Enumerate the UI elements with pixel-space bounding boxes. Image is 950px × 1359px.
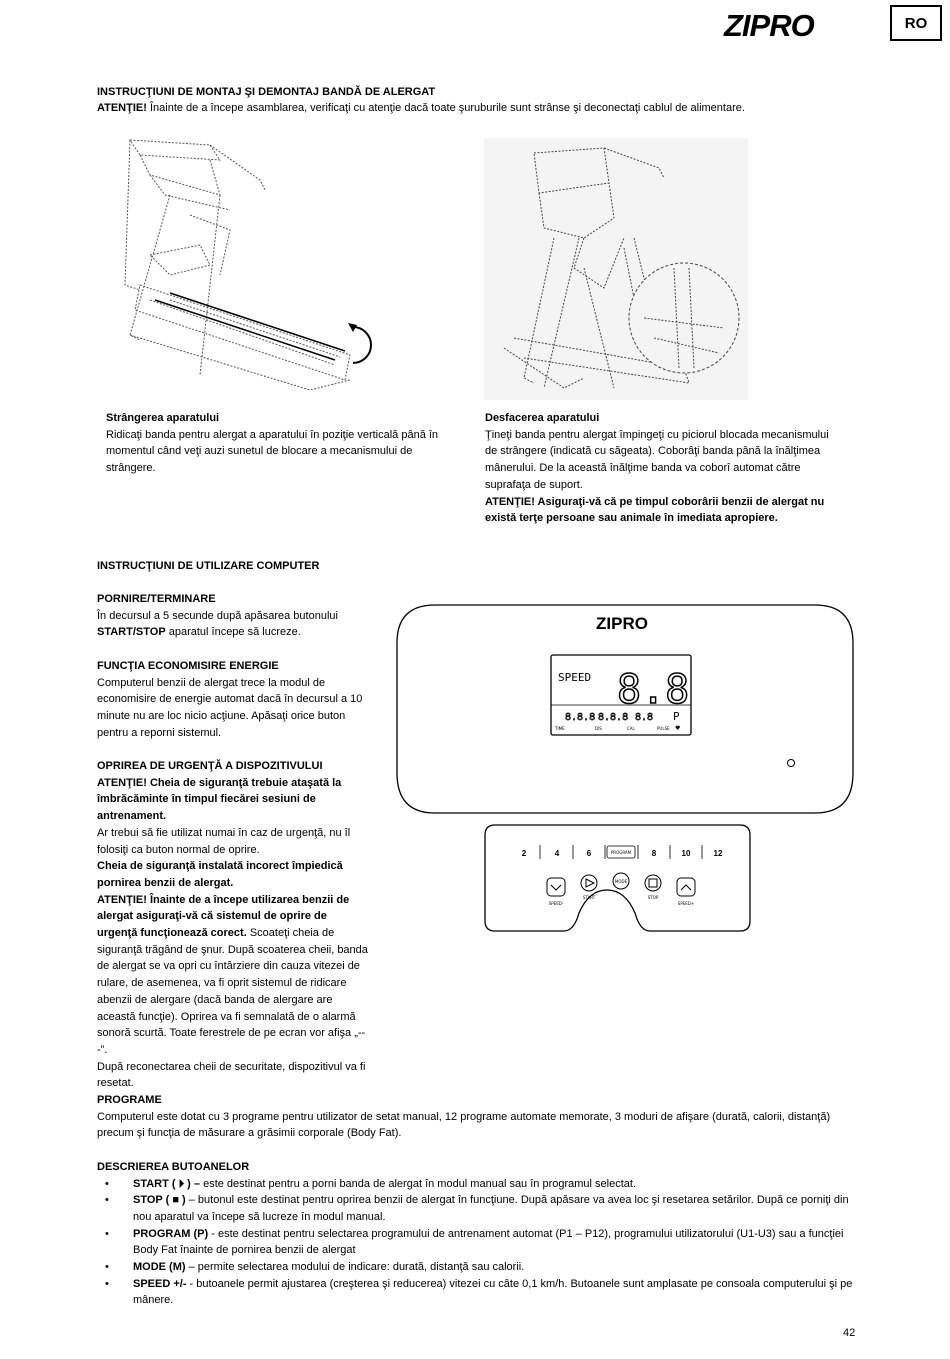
programs-section: [97, 1092, 857, 1309]
emergency-p2: Ar trebui să fie utilizat numai în caz de urgenţă, nu îl folosiţi ca buton normal de oprire.: [97, 826, 351, 856]
emergency-p4-bold: ATENŢIE! Înainte de a începe utilizarea benzii de alergat asiguraţi-vă că sistemul de oprire de urgenţă funcţionează corect.: [97, 893, 350, 940]
speed-key-6[interactable]: 6: [586, 849, 592, 858]
assembly-title: INSTRUCŢIUNI DE MONTAJ ŞI DEMONTAJ BANDĂ DE ALERGAT: [97, 86, 436, 98]
computer-console-illustration: [395, 603, 855, 963]
energy-title: FUNCŢIA ECONOMISIRE ENERGIE: [97, 659, 279, 672]
speed-minus-button[interactable]: [547, 878, 565, 896]
list-item-text: – butonul este destinat pentru oprirea benzii de alergat în funcţiune. După apăsare va avea loc şi resetarea setărilor. După ce porniţi din nou aparatul va începe să lucreze în modul manual.: [133, 1194, 849, 1223]
emergency-p3: Cheia de siguranţă instalată incorect împiedică pornirea benzii de alergat.: [97, 860, 343, 889]
speed-plus-label: SPEED+: [677, 901, 695, 906]
heart-icon: ♥: [675, 725, 681, 732]
list-item-term: STOP ( ■ ): [133, 1194, 186, 1207]
emergency-p5: După reconectarea cheii de securitate, dispozitivul va fi resetat.: [97, 1060, 366, 1090]
start-text: [97, 608, 369, 641]
lcd-label-time: TIME: [555, 726, 565, 731]
unfold-text: Ţineţi banda pentru alergat împingeţi cu piciorul blocada mecanismului de strângere (indicată cu săgeata). Coborâţi banda până la înălţimea mânerului. De la această înălţime banda va coborî automat către suprafaţa de suport.: [485, 428, 829, 491]
speed-key-10[interactable]: 10: [681, 849, 691, 858]
page-number: 42: [843, 1327, 856, 1339]
lcd-dis-digits: 8.8.8: [598, 712, 629, 723]
speed-key-2[interactable]: 2: [521, 849, 527, 858]
list-item-text: – permite selectarea modului de indicare: durată, distanţă sau calorii.: [185, 1261, 525, 1274]
list-item: [97, 1226, 857, 1259]
speed-minus-label: SPEED-: [548, 901, 564, 906]
speed-key-8[interactable]: 8: [651, 849, 657, 858]
list-item-term: MODE (M): [133, 1261, 186, 1274]
lcd-speed-label: SPEED: [558, 671, 592, 684]
language-badge: RO: [890, 5, 942, 41]
lcd-label-dis: DIS: [595, 726, 602, 731]
list-item: [97, 1176, 857, 1193]
programs-text: Computerul este dotat cu 3 programe pentru utilizator de setat manual, 12 programe automate memorate, 3 moduri de afişare (durată, calorii, distanţă) precum şi funcţia de măsurare a grăsimii corporale (Body Fat).: [97, 1110, 831, 1140]
computer-left-column: [97, 591, 369, 1092]
start-label: START: [582, 895, 596, 900]
computer-title: INSTRUCŢIUNI DE UTILIZARE COMPUTER: [97, 560, 320, 572]
speed-plus-button[interactable]: [677, 878, 695, 896]
start-stop-bold: START/STOP: [97, 626, 166, 639]
emergency-p4: [97, 892, 369, 1059]
list-item-text: - butoanele permit ajustarea (creşterea şi reducerea) vitezei cu câte 0,1 km/h. Butoanele sunt amplasate pe consoala computerului şi pe mânere.: [133, 1277, 853, 1307]
lcd-label-cal: CAL: [627, 726, 635, 731]
lcd-label-pulse: PULSE: [657, 726, 670, 731]
lcd-big-digits: 8.8: [617, 667, 690, 713]
list-item-text: - este destinat pentru selectarea programului de antrenament automat (P1 – P12), programului utilizatorului (U1-U3) sau a funcţiei Body Fat înainte de pornirea benzii de alergat: [133, 1227, 844, 1257]
list-item-text: este destinat pentru a porni banda de alergat în modul manual sau în programul selectat.: [200, 1177, 637, 1190]
list-item: [97, 1276, 857, 1309]
list-item-term: START ( ⏵ ) –: [133, 1177, 201, 1190]
start-text-part2: aparatul începe să lucreze.: [165, 626, 301, 639]
treadmill-unfolding-illustration: [484, 138, 748, 400]
mode-button-label: MODE: [614, 879, 628, 884]
start-title: PORNIRE/TERMINARE: [97, 593, 216, 605]
speed-key-4[interactable]: 4: [554, 849, 560, 858]
list-item-term: SPEED +/-: [133, 1277, 190, 1290]
lcd-time-digits: 8.8.8: [565, 712, 596, 723]
stop-button[interactable]: [645, 875, 661, 891]
fold-title: Strângerea aparatului: [106, 412, 220, 424]
unfold-warning: ATENŢIE! Asiguraţi-vă că pe timpul coborârii benzii de alergat nu există terţe persoane sau animale în imediata apropiere.: [485, 495, 825, 525]
buttons-title: DESCRIEREA BUTOANELOR: [97, 1160, 250, 1173]
lcd-p-letter: P: [673, 710, 680, 723]
list-item: [97, 1192, 857, 1225]
emergency-p4-text: Scoateţi cheia de siguranţă trăgând de şnur. După scoaterea cheii, banda de alergat se va opri cu întârziere din cauza vitezei de rulare, de asemenea, va fi oprit sistemul de ridicare abenzii de alergare (dacă banda de alergare are această funcţie). Oprirea va fi semnalată de o alarmă sonoră scurtă. Toate ferestrele de pe ecran vor afişa „---”.: [97, 927, 368, 1056]
emergency-title: OPRIREA DE URGENŢĂ A DISPOZITIVULUI: [97, 760, 323, 773]
stop-label: STOP: [647, 895, 659, 900]
program-button-label: PROGRAM: [610, 850, 632, 855]
lcd-cal-digits: 8.8: [635, 712, 654, 723]
fold-text: Ridicaţi banda pentru alergat a aparatului în poziţie verticală până în momentul când veţi auzi sunetul de blocare a mecanismului de strângere.: [106, 428, 439, 475]
buttons-list: [97, 1176, 857, 1310]
list-item: [97, 1259, 857, 1276]
fold-section: [106, 410, 451, 477]
unfold-title: Desfacerea aparatului: [485, 412, 600, 424]
console-logo: ZIPRO: [596, 614, 648, 633]
speed-key-12[interactable]: 12: [713, 849, 723, 858]
unfold-section: [485, 410, 840, 527]
assembly-warning-text: Înainte de a începe asamblarea, verificaţi cu atenţie dacă toate şuruburile sunt strânse şi deconectaţi cablul de alimentare.: [146, 102, 745, 114]
assembly-warning: [97, 100, 897, 117]
emergency-p1: ATENŢIE! Cheia de siguranţă trebuie ataşată la îmbrăcăminte în timpul fiecărei sesiuni de antrenament.: [97, 776, 342, 823]
zipro-logo: ZIPRO: [724, 8, 814, 43]
treadmill-folding-illustration: [110, 135, 390, 395]
programs-title: PROGRAME: [97, 1094, 162, 1106]
start-text-part1: În decursul a 5 secunde după apăsarea butonului: [97, 609, 338, 622]
list-item-term: PROGRAM (P): [133, 1227, 209, 1240]
assembly-warning-label: ATENŢIE!: [97, 102, 147, 114]
energy-text: Computerul benzii de alergat trece la modul de economisire de energie automat dacă în decursul a 10 minute nu are loc nicio acţiune. Apăsaţi orice buton pentru a reporni sistemul.: [97, 676, 363, 739]
